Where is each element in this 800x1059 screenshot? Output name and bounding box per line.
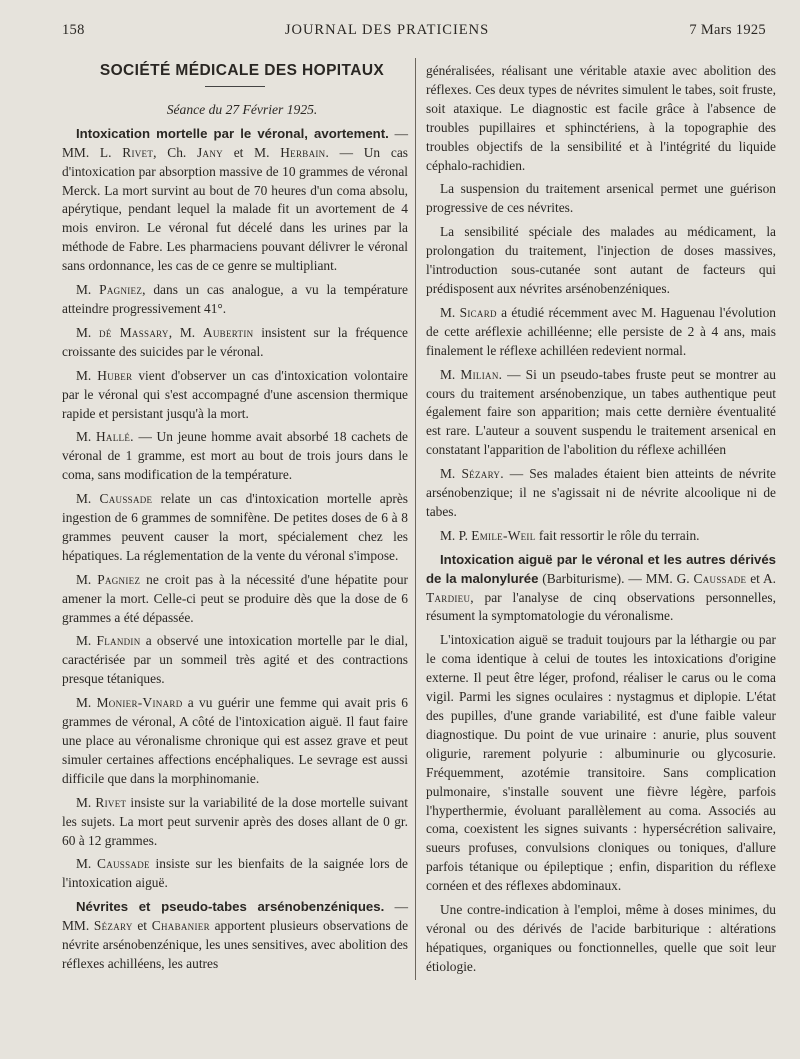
author-name: Milian: [460, 366, 499, 382]
paragraph: Une contre-indication à l'emploi, même à doses minimes, du véronal ou des dérivés de l'acide barbiturique : altérations hépatiques, organiques ou fonctionnelles, quelle que soit leur étiologie.: [426, 902, 776, 974]
author-name: Pagniez: [97, 571, 141, 587]
author-name: Aubertin: [202, 324, 254, 340]
paragraph: M. P. Emile-Weil fait ressortir le rôle du terrain.: [440, 527, 700, 543]
paragraph: M. Pagniez, dans un cas analogue, a vu la température atteindre progressivement 41°.: [62, 282, 408, 316]
paragraph: M. Huber vient d'observer un cas d'intoxication volontaire par le véronal qui s'est accompagné d'une ascension thermique rapide et persistant jusqu'à la mort.: [62, 367, 408, 421]
author-name: Herbain: [280, 144, 326, 160]
paragraph: M. Sicard a étudié récemment avec M. Haguenau l'évolution de cette aréflexie achilléenne; elle persiste de 2 à 4 ans, mais finalement le réflexe achilléen redevient normal.: [426, 304, 776, 358]
author-name: Hallé.: [95, 429, 134, 445]
author-name: Caussade: [99, 491, 153, 507]
author-name: Emile-Weil: [471, 527, 536, 543]
author-name: Rivet: [122, 144, 154, 160]
issue-date: 7 Mars 1925: [689, 22, 766, 38]
section-heading: Intoxication mortelle par le véronal, avortement.: [76, 125, 389, 141]
author-name: Caussade: [693, 570, 747, 586]
section-heading: Intoxication aiguë par le véronal et les autres dérivés de la malonylurée: [426, 551, 776, 586]
paragraph: M. Pagniez ne croit pas à la nécessité d'une hépatite pour amener la mort. Celle-ci peut se produire dès que la dose de 6 grammes a été dépassée.: [62, 571, 409, 625]
section-heading: Névrites et pseudo-tabes arsénobenzéniques.: [76, 899, 385, 915]
paragraph: La suspension du traitement arsenical permet une guérison progressive de ces névrites.: [426, 181, 776, 216]
author-name: Rivet: [95, 794, 127, 810]
author-name: Pagniez: [99, 282, 143, 298]
author-name: Tardieu: [426, 589, 471, 605]
title-rule: [205, 86, 265, 87]
paragraph: M. dé Massary, M. Aubertin insistent sur la fréquence croissante des suicides par le véronal.: [62, 324, 408, 359]
author-name: dé Massary: [99, 324, 169, 340]
section-barbiturisme: Intoxication aiguë par le véronal et les autres dérivés de la malonylurée (Barbiturisme). — MM. G. Caussade et A. Tardieu, par l'analyse de cinq observations personnelles, résument la symptomatologie du véronalisme.: [426, 551, 777, 624]
paragraph: M. Monier-Vinard a vu guérir une femme qui avait pris 6 grammes de véronal, A côté de l'intoxication aiguë. Il faut faire une place au véronalisme chronique qui est assez grave et peut simuler certaines affections encéphaliques. Le sevrage est aussi difficile que dans la morphinomanie.: [62, 695, 408, 786]
paragraph: La sensibilité spéciale des malades au médicament, la prolongation du traitement, l'injection de doses massives, l'introduction sous-cutanée sont autant de facteurs qui prédisposent aux névrites arsénobenzéniques.: [426, 224, 776, 296]
society-title: SOCIÉTÉ MÉDICALE DES HOPITAUX: [99, 62, 385, 79]
author-name: Sézary: [93, 918, 133, 934]
page-number: 158: [62, 22, 85, 38]
paragraph: M. Caussade relate un cas d'intoxication mortelle après ingestion de 6 grammes de somnifène. De petites doses de 6 à 8 grammes peuvent causer la mort, spécialement chez les hépatiques. La réglementation de la vente du véronal s'impose.: [62, 491, 409, 563]
author-name: Sicard: [459, 304, 497, 320]
right-column: [426, 62, 776, 982]
paragraph: M. Sézary. — Ses malades étaient bien atteints de névrite arsénobenzique; il ne s'agissait ni de névrite alcoolique ni de tabes.: [426, 466, 776, 519]
seance-date: Séance du 27 Février 1925.: [166, 101, 318, 117]
section-veronal-avortement: Intoxication mortelle par le véronal, avortement. — MM. L. Rivet, Ch. Jany et M. Herbain. — Un cas d'intoxication par absorption massive de 10 grammes de véronal Merck. La mort survint au bout de 70 heures d'un coma absolu, apérytique, pendant lequel la malade fit un avortement de 4 mois environ. Le véronal fut décelé dans les urines par la méthode de Fabre. Les pharmaciens pouvant délivrer le véronal sans ordonnance, les cas de ce genre se multipliant.: [62, 125, 408, 274]
section-nevrites: Névrites et pseudo-tabes arsénobenzéniques. — MM. Sézary et Chabanier apportent plusieurs observations de névrite arsénobenzénique, les unes sensitives, avec abolition des réflexes achilléens, les autres: [62, 899, 409, 971]
running-header: [62, 22, 766, 39]
paragraph: L'intoxication aiguë se traduit toujours par la léthargie ou par le coma identique à celui de toutes les intoxications d'origine externe. Il peut être léger, profond, réaliser le carus ou le coma vigil. Parmi les signes oculaires : nystagmus et diplopie. L'état des pupilles, d'une grande variabilité, est d'une faible valeur diagnostique. Du point de vue urinaire : anurie, plus souvent oligurie, rarement polyurie : albuminurie ou glycosurie. Fréquemment, azotémie transitoire. Sans complication pulmonaire, s'installe souvent une fièvre légère, parfois l'hyperthermie, évoluant parallèlement au coma. Associés au coma, coexistent les signes suivants : hypersécrétion salivaire, sueurs profuses, convulsions cloniques ou toniques, d'allure parfois tétanique ou épileptique ; enfin, disparition du réflexe cornéen et des réflexes abdominaux.: [426, 632, 776, 894]
paragraph: M. Milian. — Si un pseudo-tabes fruste peut se montrer au cours du traitement arsénobenzique, un tabes authentique peut également faire son apparition; mais cette dernière éventualité est rare. L'auteur a souvent suspendu le traitement arsenical en constatant l'apparition de l'abolition du réflexe achilléen: [426, 366, 776, 458]
paragraph: M. Rivet insiste sur la variabilité de la dose mortelle suivant les sujets. La mort peut survenir après des doses allant de 0 gr. 60 à 12 grammes.: [62, 794, 408, 848]
journal-title: JOURNAL DES PRATICIENS: [284, 22, 490, 38]
author-name: Sézary: [461, 466, 501, 482]
paragraph: généralisées, réalisant une véritable ataxie avec abolition des réflexes. Ces deux types de névrites simulent le tabes, soit fruste, soit ataxique. Le diagnostic est facile grâce à l'absence de troubles pupillaires et sphinctériens, à la topographie des troubles objectifs de la sensibilité et à l'intégrité du liquide céphalo-rachidien.: [426, 63, 776, 173]
author-name: Flandin: [96, 633, 141, 649]
author-name: Chabanier: [151, 918, 210, 934]
author-name: Jany: [197, 144, 223, 160]
column-divider: [415, 58, 416, 980]
paragraph: M. Flandin a observé une intoxication mortelle par le dial, caractérisée par un sommeil très agité et des contractions presque tétaniques.: [62, 633, 408, 687]
author-name: Huber: [97, 367, 133, 383]
author-name: Monier-Vinard: [96, 695, 183, 711]
left-column: [62, 62, 408, 979]
paragraph: M. Hallé. — Un jeune homme avait absorbé 18 cachets de véronal de 1 gramme, est mort au bout de trois jours dans le coma, sans modification de la température.: [62, 429, 408, 483]
paragraph: M. Caussade insiste sur les bienfaits de la saignée lors de l'intoxication aiguë.: [62, 856, 408, 891]
author-name: Caussade: [96, 856, 150, 872]
